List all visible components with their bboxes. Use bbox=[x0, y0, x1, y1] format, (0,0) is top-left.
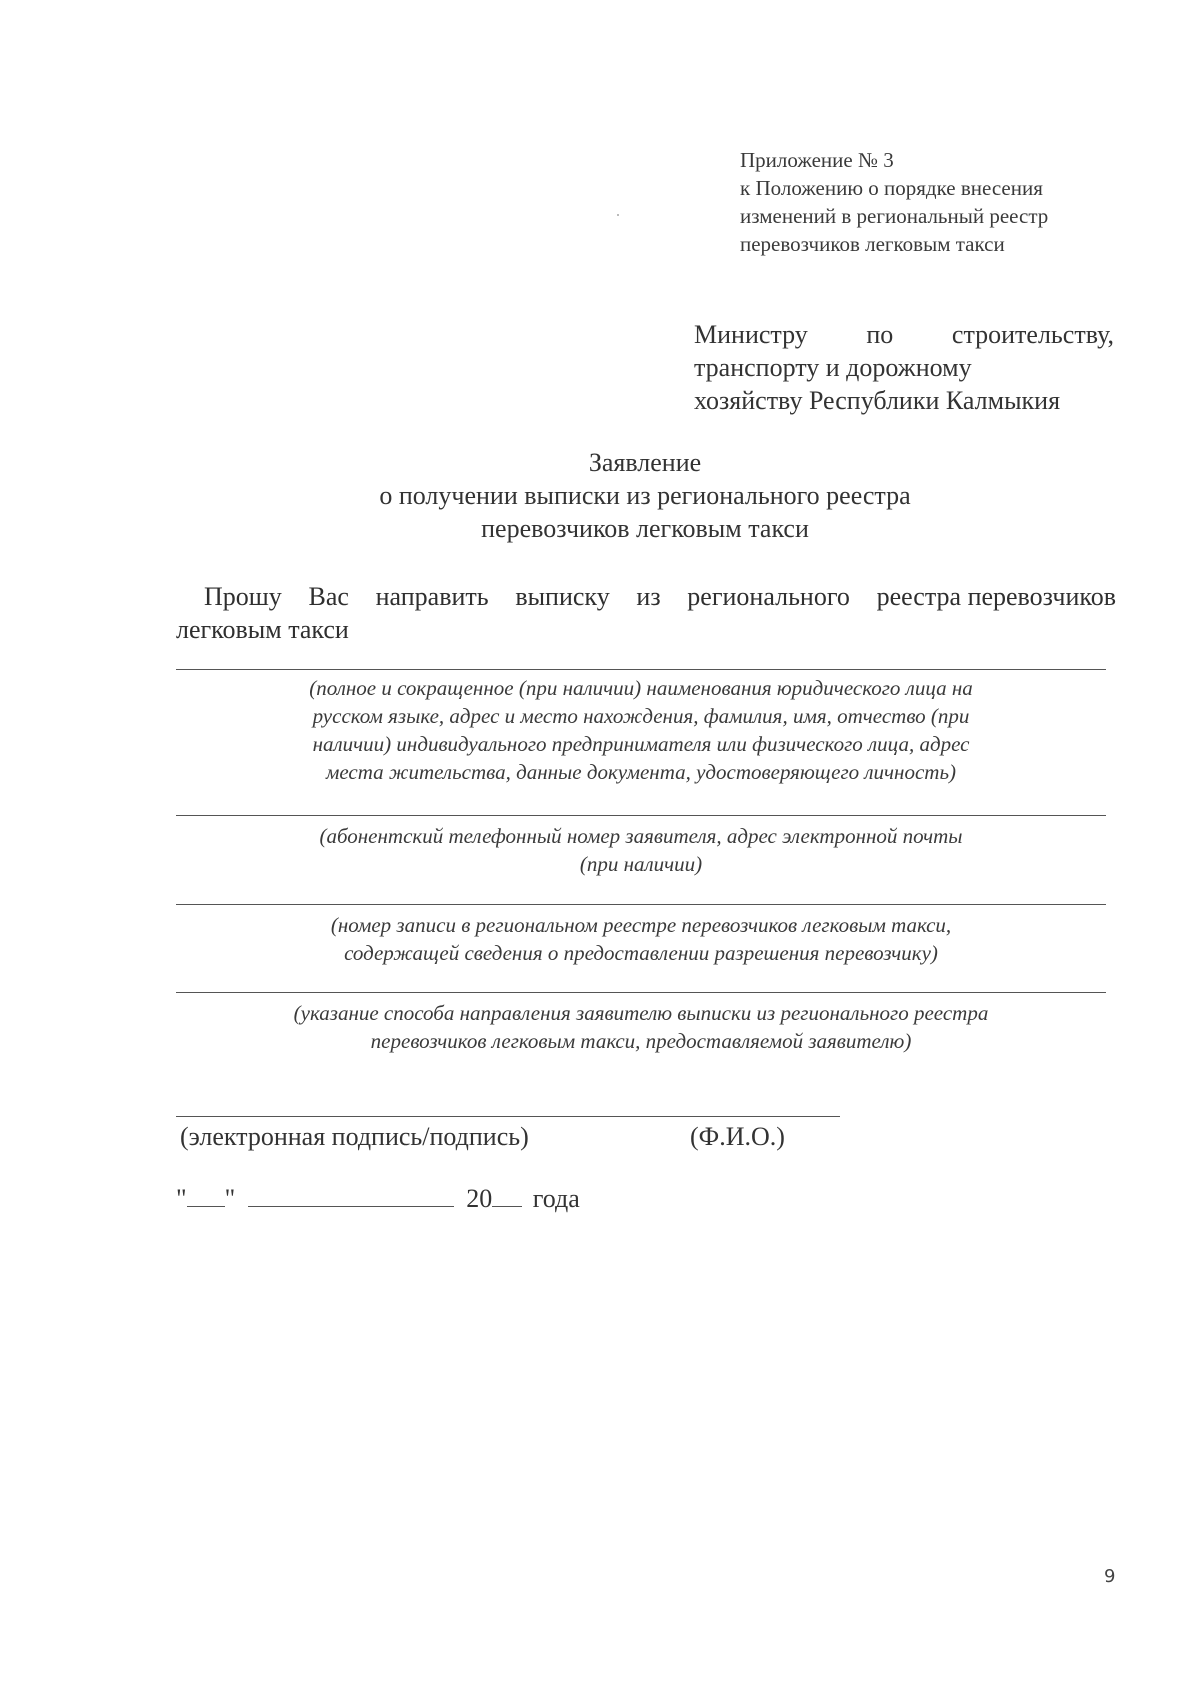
caption-line: места жительства, данные документа, удостоверяющего личность) bbox=[325, 760, 957, 784]
day-blank[interactable] bbox=[187, 1184, 225, 1207]
signature-labels bbox=[180, 1120, 785, 1153]
registry-record-field[interactable] bbox=[176, 904, 1106, 967]
appendix-line: перевозчиков легковым такси bbox=[740, 232, 1005, 256]
quote-open: " bbox=[176, 1184, 187, 1213]
contact-info-field[interactable] bbox=[176, 815, 1106, 878]
addressee-word: строительству, bbox=[951, 320, 1114, 349]
addressee-line-3: хозяйству Республики Калмыкия bbox=[694, 386, 1061, 415]
caption-line: содержащей сведения о предоставлении разрешения перевозчику) bbox=[344, 941, 938, 965]
request-word: направить bbox=[375, 582, 489, 611]
addressee-line-2: транспорту и дорожному bbox=[694, 353, 972, 382]
appendix-line: Приложение № 3 bbox=[740, 148, 894, 172]
field-caption bbox=[176, 999, 1106, 1055]
request-word: Вас bbox=[308, 582, 349, 611]
delivery-method-field[interactable] bbox=[176, 992, 1106, 1055]
caption-line: (абонентский телефонный номер заявителя, адрес электронной почты bbox=[319, 824, 963, 848]
year-suffix: года bbox=[532, 1184, 580, 1213]
caption-line: русском языке, адрес и место нахождения, фамилия, имя, отчество (при bbox=[312, 704, 970, 728]
addressee-word: Министру bbox=[694, 320, 808, 349]
request-word: из bbox=[636, 582, 661, 611]
request-word: регионального bbox=[687, 582, 850, 611]
quote-close: " bbox=[224, 1184, 236, 1213]
title-heading: Заявление bbox=[588, 448, 702, 477]
year-prefix: 20 bbox=[466, 1184, 493, 1213]
request-word: Прошу bbox=[204, 582, 282, 611]
request-paragraph bbox=[176, 580, 1116, 646]
caption-line: (полное и сокращенное (при наличии) наименования юридического лица на bbox=[309, 676, 973, 700]
signature-label: (электронная подпись/подпись) bbox=[180, 1122, 529, 1151]
blank-line[interactable] bbox=[176, 815, 1106, 816]
appendix-header bbox=[740, 146, 1048, 258]
date-line bbox=[176, 1182, 580, 1215]
field-caption bbox=[176, 674, 1106, 786]
field-caption bbox=[176, 822, 1106, 878]
document-title bbox=[0, 446, 1200, 545]
month-blank[interactable] bbox=[248, 1184, 454, 1207]
appendix-line: к Положению о порядке внесения bbox=[740, 176, 1043, 200]
addressee-word: по bbox=[866, 320, 894, 349]
signature-line[interactable] bbox=[176, 1116, 840, 1117]
caption-line: (номер записи в региональном реестре перевозчиков легковым такси, bbox=[330, 913, 952, 937]
full-name-label: (Ф.И.О.) bbox=[690, 1122, 785, 1151]
blank-line[interactable] bbox=[176, 904, 1106, 905]
caption-line: (указание способа направления заявителю выписки из регионального реестра bbox=[293, 1001, 989, 1025]
blank-line[interactable] bbox=[176, 669, 1106, 670]
title-line-3: перевозчиков легковым такси bbox=[481, 514, 809, 543]
field-caption bbox=[176, 911, 1106, 967]
caption-line: наличии) индивидуального предпринимателя или физического лица, адрес bbox=[312, 732, 970, 756]
applicant-info-field[interactable] bbox=[176, 669, 1106, 786]
request-line-1 bbox=[176, 580, 1116, 613]
blank-line[interactable] bbox=[176, 992, 1106, 993]
caption-line: (при наличии) bbox=[579, 852, 703, 876]
request-word: реестра перевозчиков bbox=[876, 582, 1116, 611]
request-word: выписку bbox=[515, 582, 610, 611]
scan-speck bbox=[617, 214, 619, 216]
addressee-block bbox=[694, 318, 1114, 417]
caption-line: перевозчиков легковым такси, предоставляемой заявителю) bbox=[370, 1029, 912, 1053]
request-line-2: легковым такси bbox=[176, 615, 349, 644]
page-number: 9 bbox=[1104, 1566, 1116, 1587]
title-line-2: о получении выписки из регионального реестра bbox=[379, 481, 911, 510]
appendix-line: изменений в региональный реестр bbox=[740, 204, 1049, 228]
addressee-line-1 bbox=[694, 318, 1114, 351]
year-blank[interactable] bbox=[492, 1184, 522, 1207]
